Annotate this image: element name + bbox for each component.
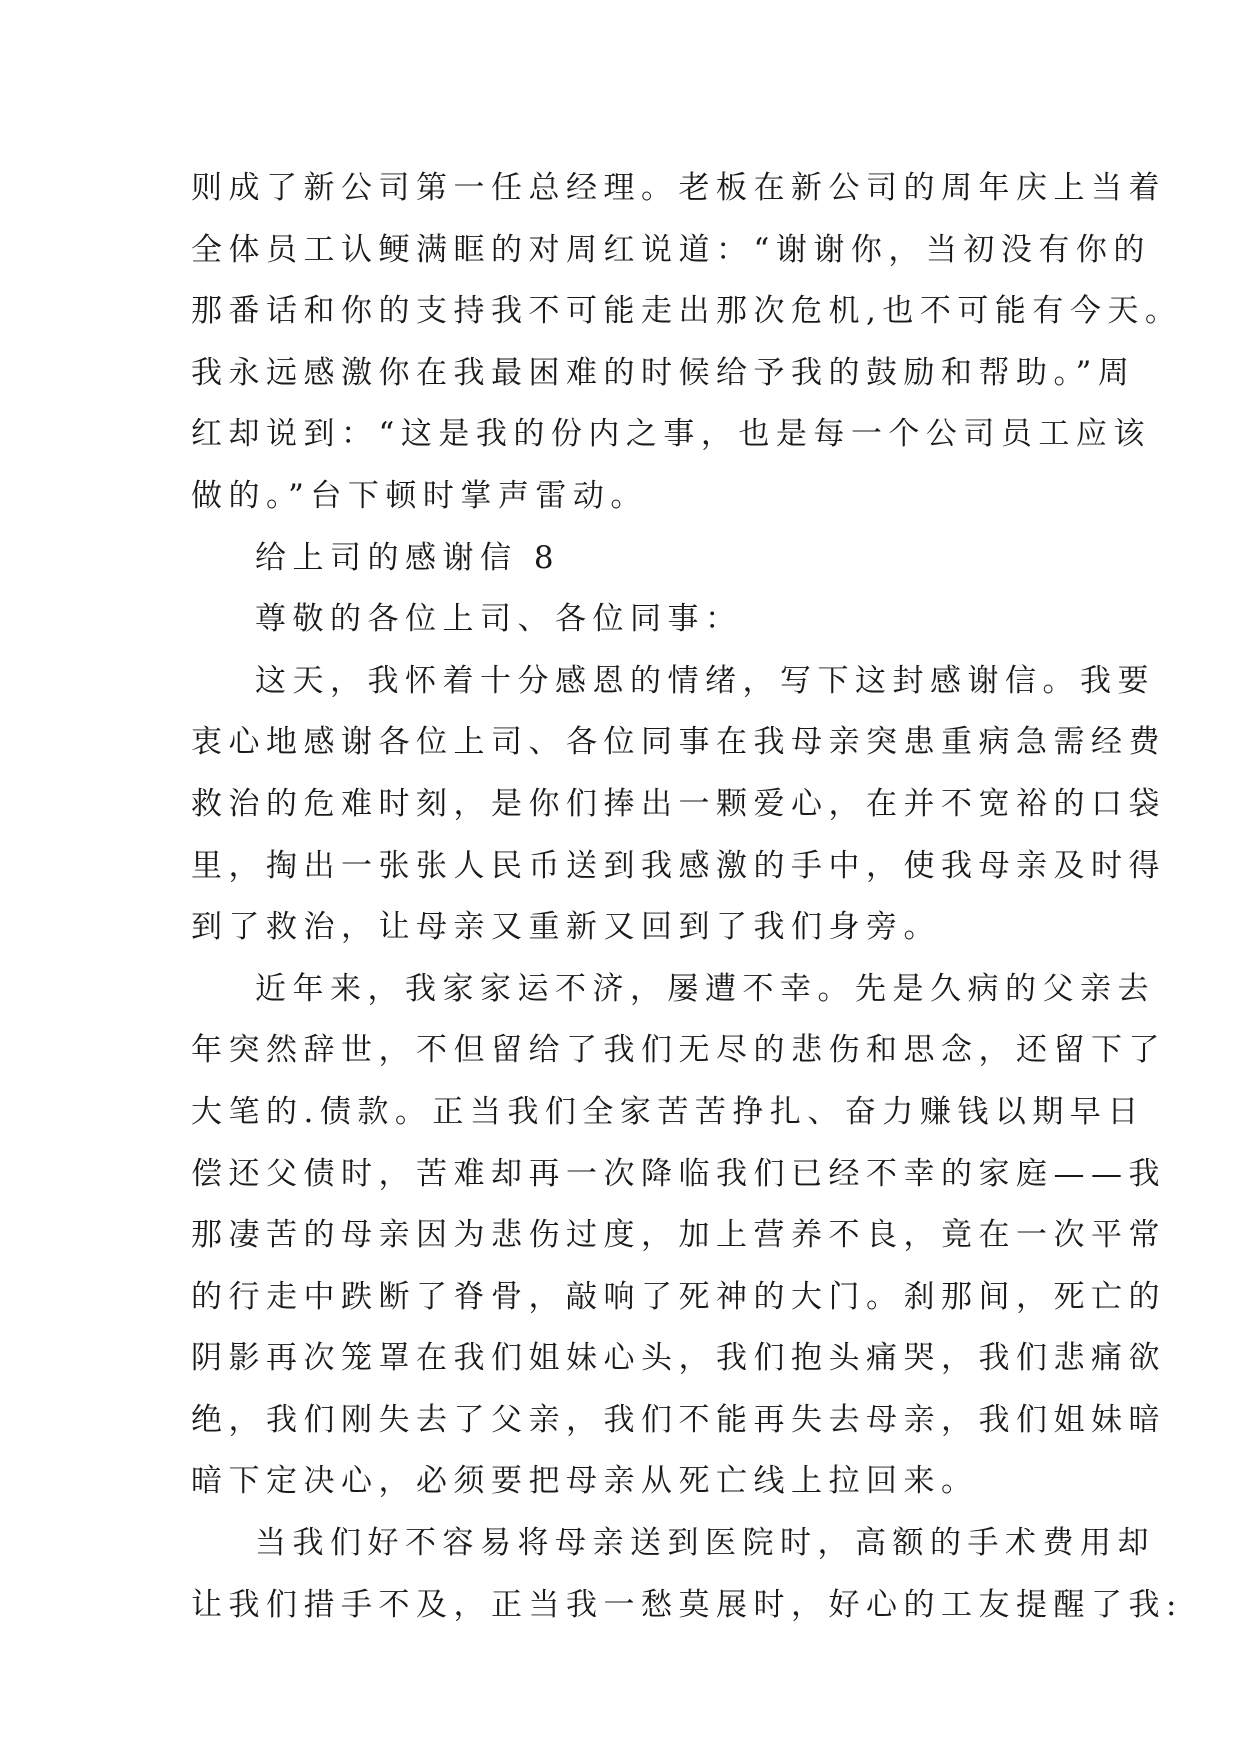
text-line: 的行走中跌断了脊骨，敲响了死神的大门。刹那间，死亡的 [191, 1278, 1166, 1315]
text-line: 让我们措手不及，正当我一愁莫展时，好心的工友提醒了我: [191, 1586, 1183, 1623]
text-line: 到了救治，让母亲又重新又回到了我们身旁。 [191, 909, 941, 946]
letter-heading: 给上司的感谢信 8 [255, 539, 561, 576]
text-line: 大笔的.债款。正当我们全家苦苦挣扎、奋力赚钱以期早日 [191, 1093, 1145, 1130]
text-line: 绝，我们刚失去了父亲，我们不能再失去母亲，我们姐妹暗 [191, 1401, 1166, 1438]
text-line: 近年来，我家家运不济，屡遭不幸。先是久病的父亲去 [255, 970, 1155, 1007]
text-line: 暗下定决心，必须要把母亲从死亡线上拉回来。 [191, 1463, 979, 1500]
text-line: 那番话和你的支持我不可能走出那次危机,也不可能有今天。 [191, 293, 1183, 330]
text-line: 偿还父债时，苦难却再一次降临我们已经不幸的家庭——我 [191, 1155, 1166, 1192]
text-line: 救治的危难时刻，是你们捧出一颗爱心，在并不宽裕的口袋 [191, 785, 1166, 822]
text-line: 衷心地感谢各位上司、各位同事在我母亲突患重病急需经费 [191, 724, 1166, 761]
text-line: 这天，我怀着十分感恩的情绪，写下这封感谢信。我要 [255, 662, 1155, 699]
text-line: 红却说到：“这是我的份内之事，也是每一个公司员工应该 [191, 416, 1151, 453]
text-line: 阴影再次笼罩在我们姐妹心头，我们抱头痛哭，我们悲痛欲 [191, 1340, 1166, 1377]
text-line: 做的。”台下顿时掌声雷动。 [191, 477, 648, 514]
text-line: 那凄苦的母亲因为悲伤过度，加上营养不良，竟在一次平常 [191, 1217, 1166, 1254]
text-line: 当我们好不容易将母亲送到医院时，高额的手术费用却 [255, 1525, 1155, 1562]
text-line: 年突然辞世，不但留给了我们无尽的悲伤和思念，还留下了 [191, 1032, 1166, 1069]
document-body [191, 158, 1183, 1636]
text-line: 里，掏出一张张人民币送到我感激的手中，使我母亲及时得 [191, 847, 1166, 884]
salutation: 尊敬的各位上司、各位同事： [255, 601, 743, 638]
text-line: 我永远感激你在我最困难的时候给予我的鼓励和帮助。”周 [191, 354, 1136, 391]
text-line: 则成了新公司第一任总经理。老板在新公司的周年庆上当着 [191, 170, 1166, 206]
text-line: 全体员工认鲠满眶的对周红说道：“谢谢你，当初没有你的 [191, 231, 1151, 268]
